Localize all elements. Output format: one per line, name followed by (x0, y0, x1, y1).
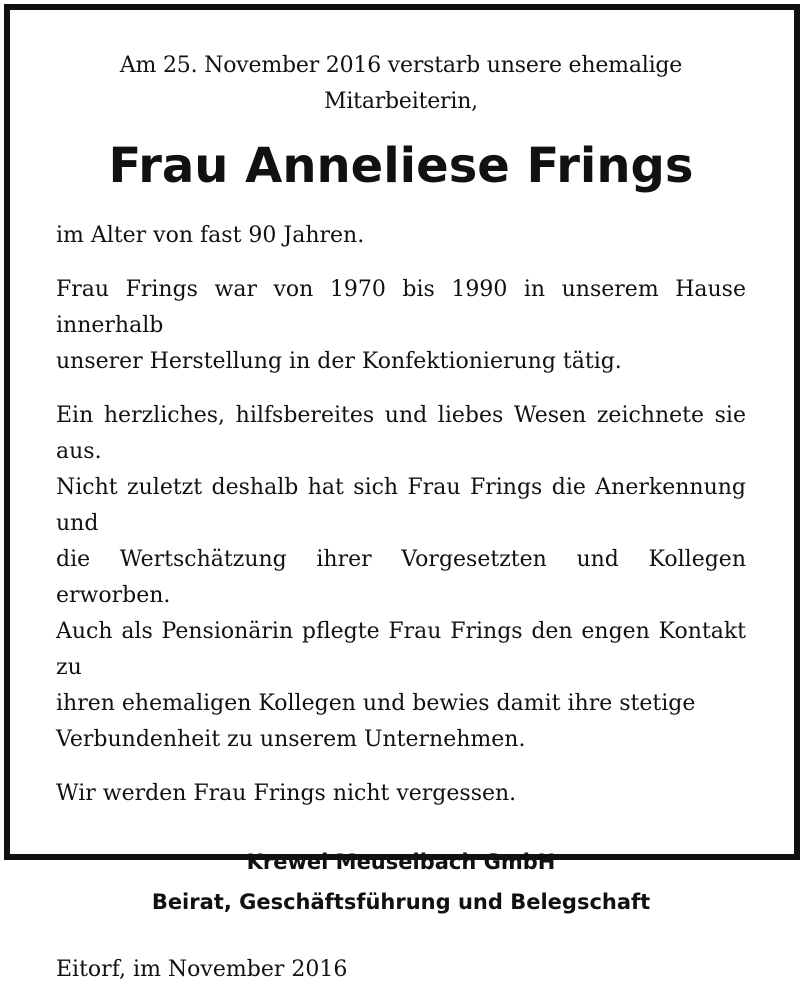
paragraph-line: Frau Frings war von 1970 bis 1990 in unserem Hause innerhalb (56, 277, 746, 338)
paragraph-line: die Wertschätzung ihrer Vorgesetzten und Kollegen erworben. (56, 547, 746, 608)
signature-block (56, 842, 746, 922)
employment-paragraph (56, 272, 746, 380)
deceased-name: Frau Anneliese Frings (108, 138, 694, 194)
age-text: im Alter von fast 90 Jahren. (56, 223, 365, 248)
paragraph-line: Nicht zuletzt deshalb hat sich Frau Frings die Anerkennung und (56, 475, 746, 536)
notice-content (56, 48, 746, 988)
tribute-paragraph (56, 398, 746, 758)
company-name: Krewel Meuselbach GmbH (246, 850, 556, 874)
paragraph-line: unserer Herstellung in der Konfektionierung tätig. (56, 349, 622, 374)
paragraph-line: Verbundenheit zu unserem Unternehmen. (56, 727, 526, 752)
paragraph-line: ihren ehemaligen Kollegen und bewies damit ihre stetige (56, 691, 696, 716)
notice-frame (4, 4, 800, 982)
place-date: Eitorf, im November 2016 (56, 957, 348, 982)
closing-text: Wir werden Frau Frings nicht vergessen. (56, 781, 517, 806)
paragraph-line: Ein herzliches, hilfsbereites und liebes Wesen zeichnete sie aus. (56, 403, 746, 464)
intro-text: Am 25. November 2016 verstarb unsere ehemalige Mitarbeiterin, (119, 53, 683, 114)
signature-group: Beirat, Geschäftsführung und Belegschaft (151, 890, 651, 914)
paragraph-line: Auch als Pensionärin pflegte Frau Frings den engen Kontakt zu (56, 619, 746, 680)
